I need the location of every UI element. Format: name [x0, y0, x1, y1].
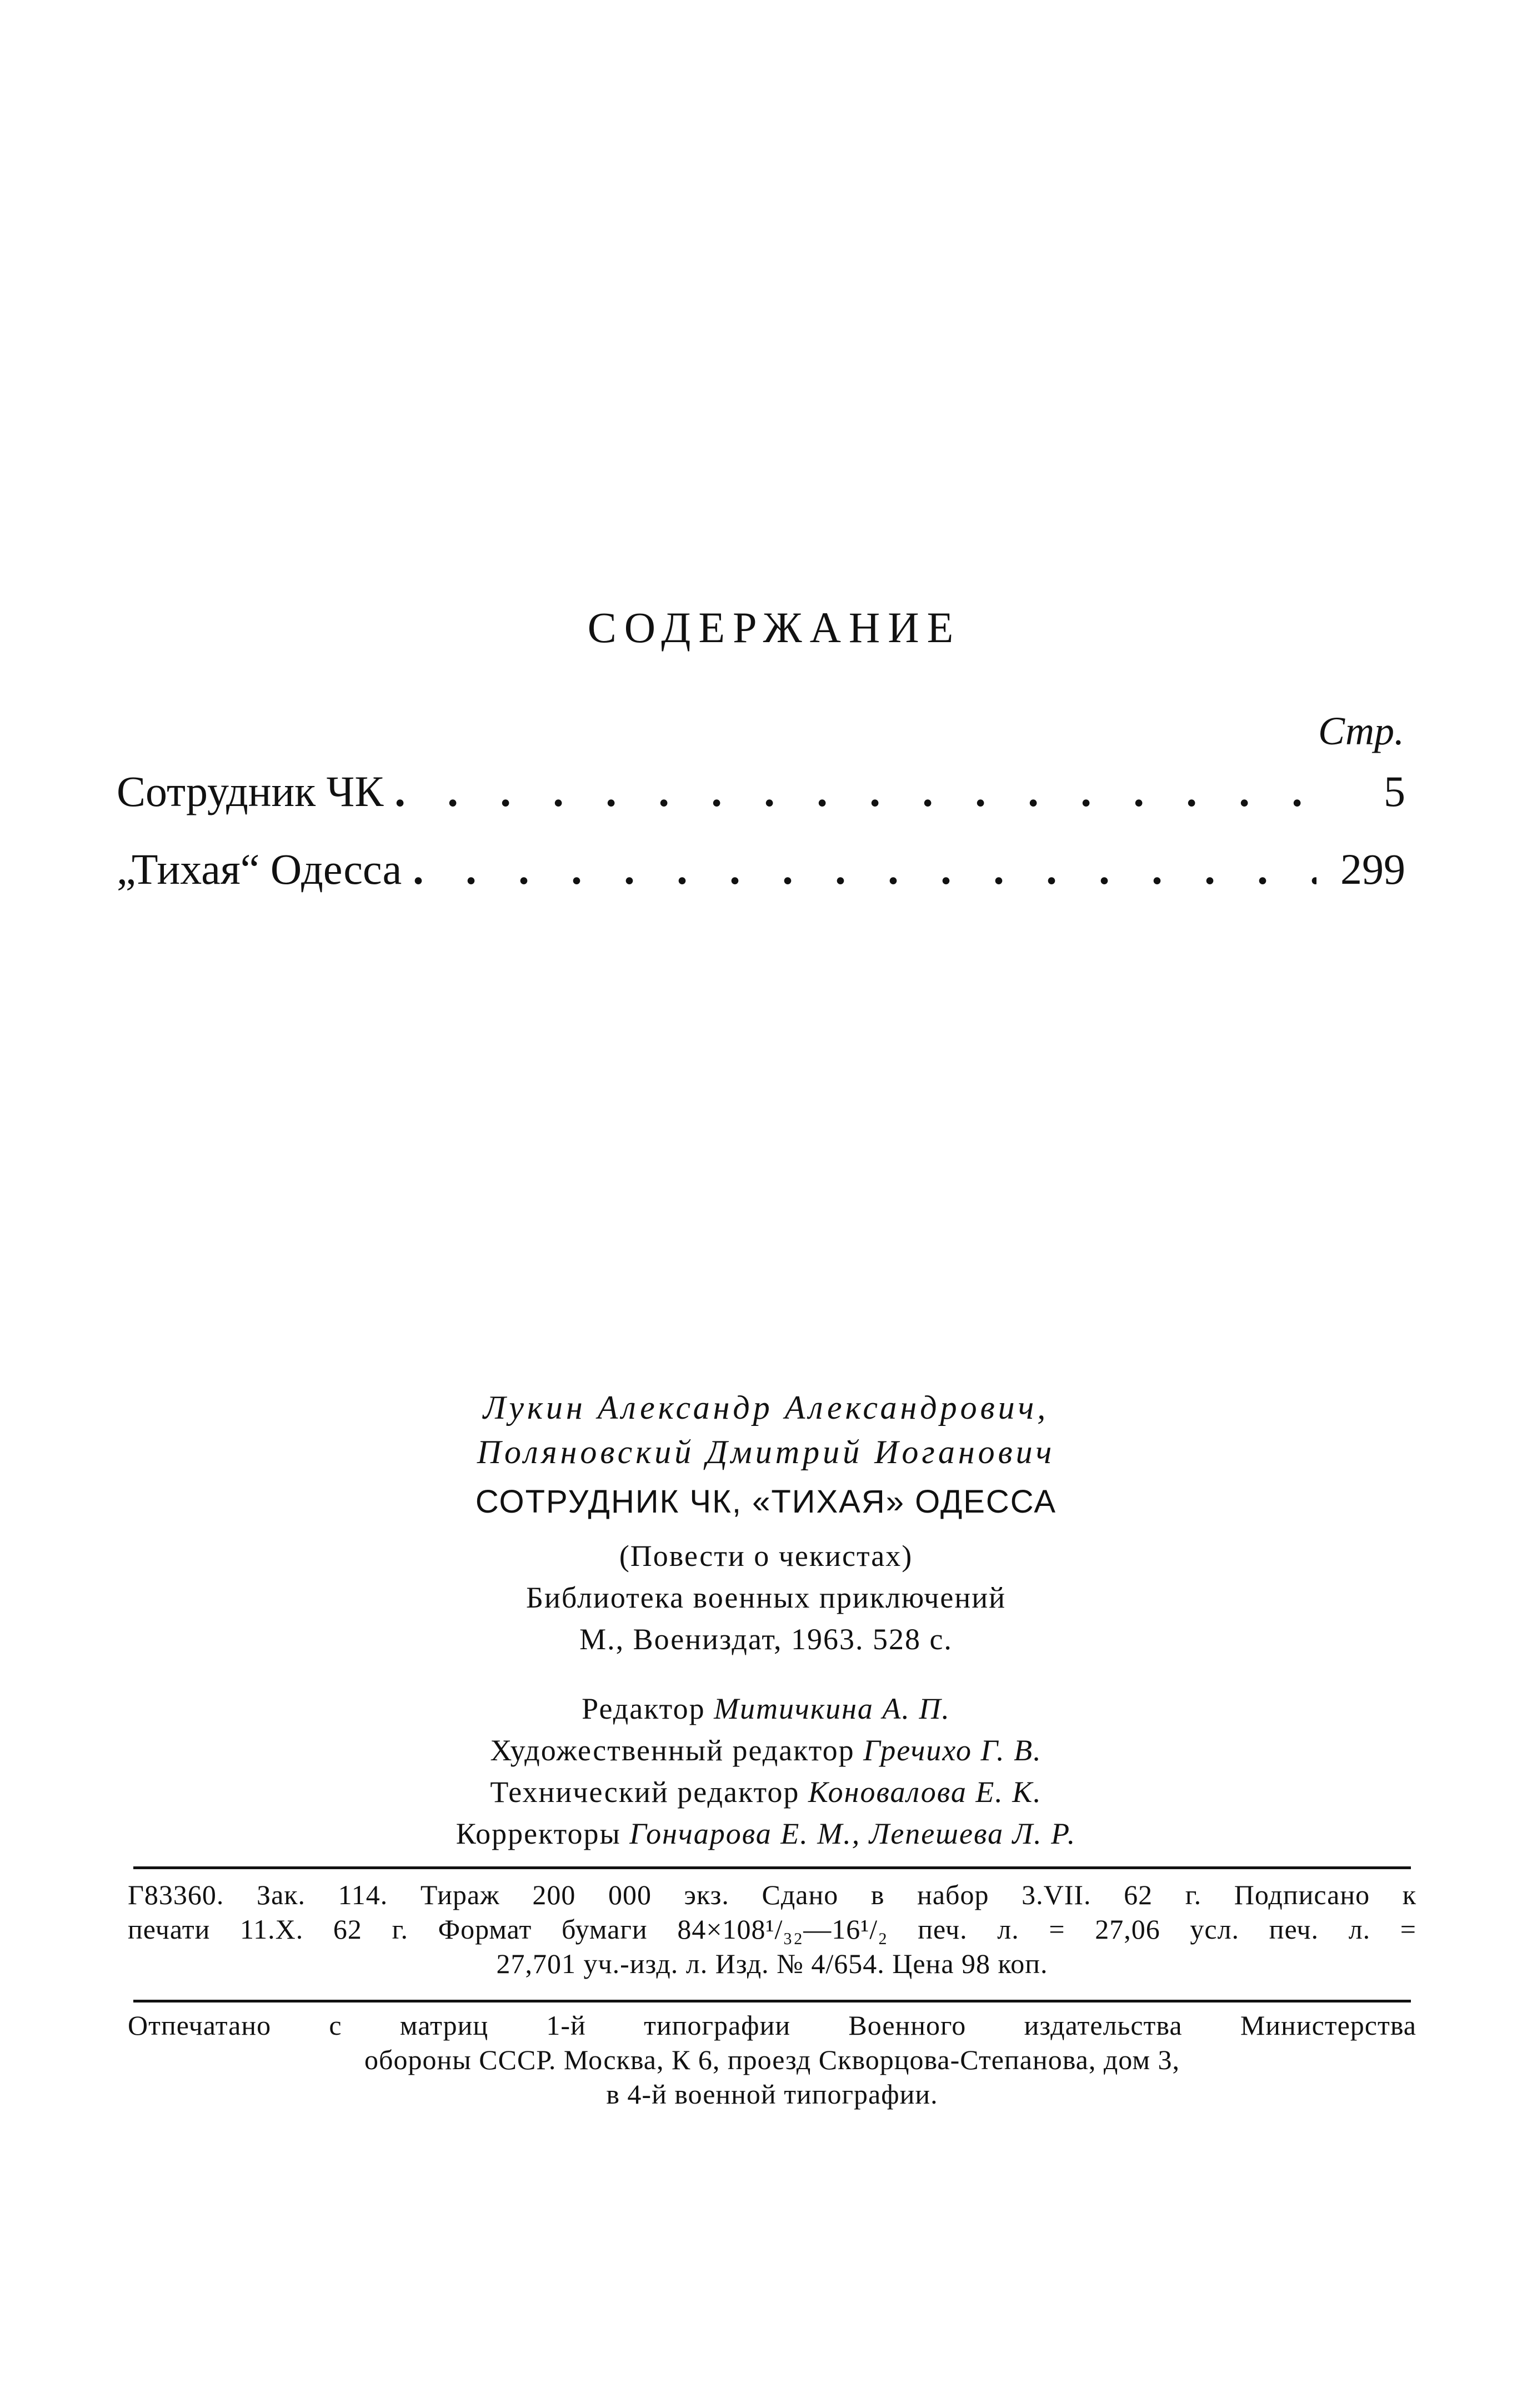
- divider-rule: [133, 2000, 1411, 2003]
- credit-name: Митичкина А. П.: [714, 1692, 950, 1725]
- credit-name: Гречихо Г. В.: [863, 1734, 1042, 1767]
- publisher-line: М., Воениздат, 1963. 528 с.: [579, 1623, 953, 1656]
- toc-leader-dots: [394, 767, 1316, 817]
- printer-info-line: Отпечатано с матриц 1-й типографии Военного издательства Министерства: [128, 2010, 1416, 2041]
- toc-leader-dots: [413, 844, 1316, 894]
- book-subtitle: (Повести о чекистах): [619, 1539, 913, 1573]
- printer-info-line: обороны СССР. Москва, К 6, проезд Скворцова-Степанова, дом 3,: [364, 2044, 1180, 2075]
- printing-info: [128, 1878, 1416, 1981]
- credit-line: [0, 1775, 1532, 1809]
- printer-info-line: в 4-й военной типографии.: [606, 2079, 938, 2110]
- toc-entry: [117, 844, 1405, 894]
- credit-role: Корректоры: [455, 1817, 621, 1850]
- credit-line: [0, 1691, 1532, 1726]
- book-title: СОТРУДНИК ЧК, «ТИХАЯ» ОДЕССА: [475, 1484, 1057, 1520]
- printing-info-line: 27,701 уч.-изд. л. Изд. № 4/654. Цена 98 коп.: [496, 1948, 1048, 1979]
- page-column-header: Стр.: [1318, 709, 1404, 753]
- printing-info-line: Г83360. Зак. 114. Тираж 200 000 экз. Сдано в набор 3.VII. 62 г. Подписано к: [128, 1879, 1416, 1910]
- printing-info-line: печати 11.X. 62 г. Формат бумаги 84×108¹/₃₂—16¹/₂ печ. л. = 27,06 усл. печ. л. =: [128, 1914, 1416, 1945]
- toc-entry-page: 5: [1384, 767, 1405, 815]
- contents-heading: СОДЕРЖАНИЕ: [587, 603, 962, 652]
- credit-name: Коновалова Е. К.: [808, 1775, 1042, 1809]
- toc-entry-title: „Тихая“ Одесса: [117, 845, 402, 893]
- credit-line: [0, 1733, 1532, 1768]
- credit-line: [0, 1816, 1532, 1851]
- divider-rule: [133, 1866, 1411, 1869]
- credit-role: Редактор: [582, 1692, 705, 1725]
- credit-role: Художественный редактор: [490, 1734, 855, 1767]
- toc-entry-title: Сотрудник ЧК: [117, 767, 384, 815]
- printer-info: [128, 2008, 1416, 2111]
- toc-entry: [117, 767, 1405, 817]
- toc-entry-page: 299: [1340, 845, 1405, 893]
- series-name: Библиотека военных приключений: [525, 1581, 1007, 1614]
- credit-role: Технический редактор: [490, 1775, 800, 1809]
- author-line: Лукин Александр Александрович,: [483, 1389, 1049, 1426]
- author-line: Поляновский Дмитрий Иоганович: [477, 1434, 1055, 1470]
- credit-name: Гончарова Е. М., Лепешева Л. Р.: [629, 1817, 1077, 1850]
